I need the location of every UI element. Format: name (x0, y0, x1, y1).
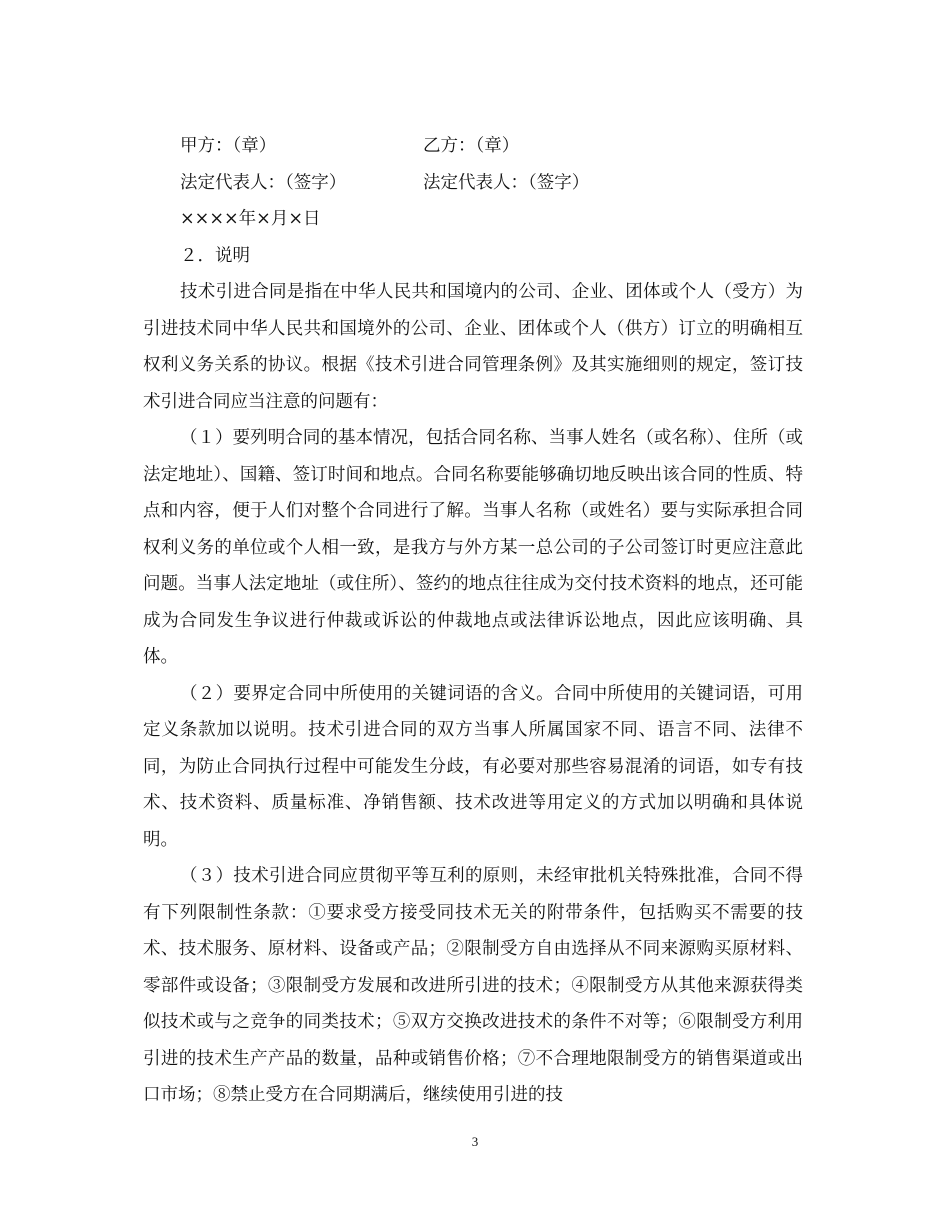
party-b-seal: 乙方：（章） (423, 136, 520, 156)
party-b-representative: 法定代表人：（签字） (423, 172, 590, 193)
signature-row-representative (143, 165, 803, 202)
section-heading: ２．说明 (180, 245, 250, 266)
paragraph-intro: 技术引进合同是指在中华人民共和国境内的公司、企业、团体或个人（受方）为引进技术同中华人民共和国境外的公司、企业、团体或个人（供方）订立的明确相互权利义务关系的协议。根据《技术引进合同管理条例》及其实施细则的规定，签订技术引进合同应当注意的问题有： (143, 282, 803, 412)
signature-row-seal (143, 128, 803, 165)
paragraph-item-1: （１）要列明合同的基本情况，包括合同名称、当事人姓名（或名称）、住所（或法定地址）、国籍、签订时间和地点。合同名称要能够确切地反映出该合同的性质、特点和内容，便于人们对整个合同进行了解。当事人名称（或姓名）要与实际承担合同权利义务的单位或个人相一致，是我方与外方某一总公司的子公司签订时更应注意此问题。当事人法定地址（或住所）、签约的地点往往成为交付技术资料的地点，还可能成为合同发生争议进行仲裁或诉讼的仲裁地点或法律诉讼地点，因此应该明确、具体。 (143, 428, 803, 667)
page-number: 3 (471, 1134, 479, 1149)
party-a-seal: 甲方：（章） (180, 136, 277, 156)
party-a-representative: 法定代表人：（签字） (180, 172, 347, 193)
document-body (143, 128, 803, 1114)
date-line: ××××年×月×日 (180, 209, 321, 229)
paragraph-item-3: （３）技术引进合同应贯彻平等互利的原则，未经审批机关特殊批准，合同不得有下列限制性条款：①要求受方接受同技术无关的附带条件，包括购买不需要的技术、技术服务、原材料、设备或产品；②限制受方自由选择从不同来源购买原材料、零部件或设备；③限制受方发展和改进所引进的技术；④限制受方从其他来源获得类似技术或与之竞争的同类技术；⑤双方交换改进技术的条件不对等；⑥限制受方利用引进的技术生产产品的数量，品种或销售价格；⑦不合理地限制受方的销售渠道或出口市场；⑧禁止受方在合同期满后，继续使用引进的技 (143, 866, 803, 1105)
paragraph-item-2: （２）要界定合同中所使用的关键词语的含义。合同中所使用的关键词语，可用定义条款加以说明。技术引进合同的双方当事人所属国家不同、语言不同、法律不同，为防止合同执行过程中可能发生分歧，有必要对那些容易混淆的词语，如专有技术、技术资料、质量标准、净销售额、技术改进等用定义的方式加以明确和具体说明。 (143, 683, 803, 850)
